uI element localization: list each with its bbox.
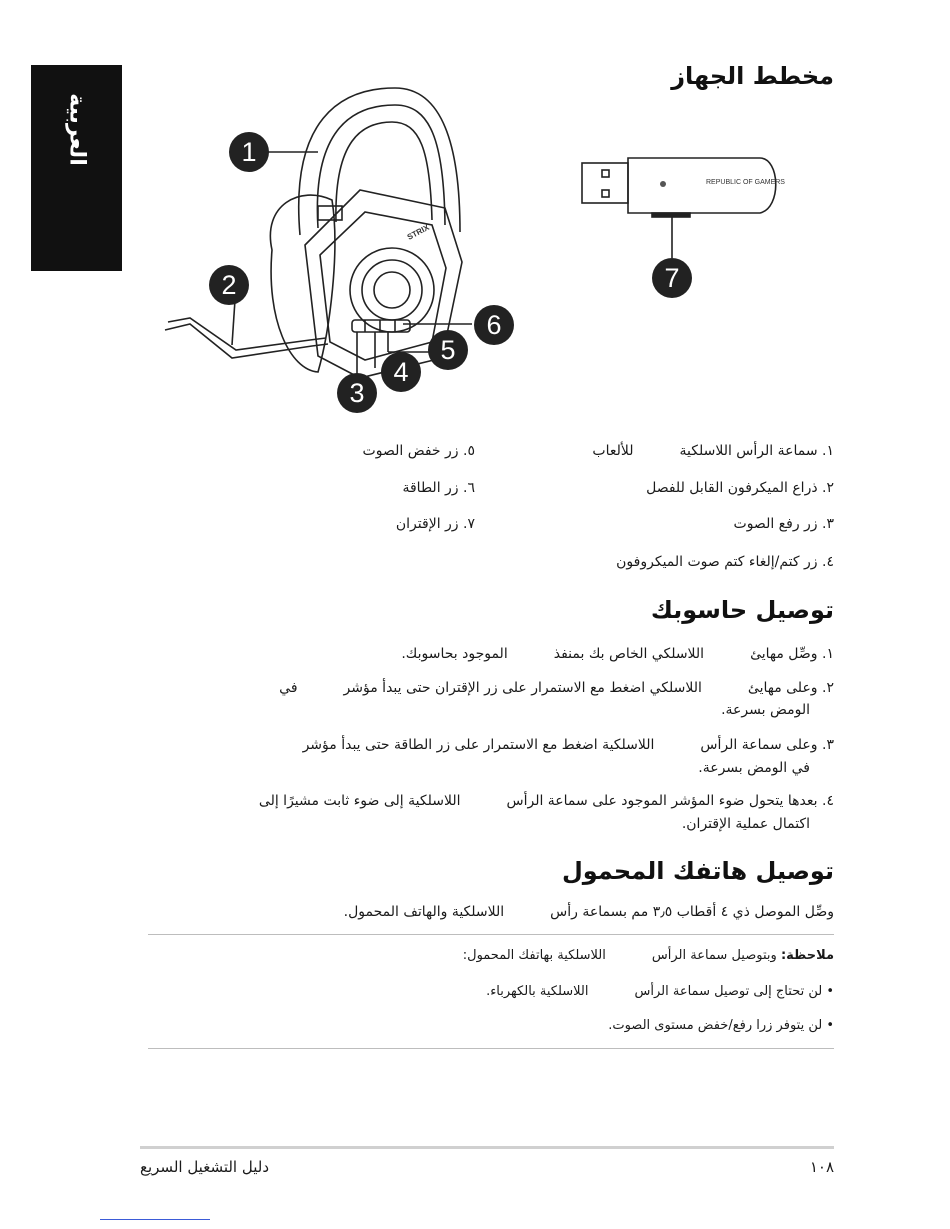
- pc-step-1: ١. وصِّل مهايئاللاسلكي الخاص بك بمنفذالموجود بحاسوبك.: [401, 646, 834, 662]
- note-top-rule: [148, 934, 834, 935]
- callout-2: 2: [209, 265, 249, 305]
- callout-6: 6: [474, 305, 514, 345]
- mic-arm: [168, 318, 326, 350]
- note-bottom-rule: [148, 1048, 834, 1049]
- note-bullet-1: • لن تحتاج إلى توصيل سماعة الرأساللاسلكية بالكهرباء.: [486, 984, 834, 999]
- legend-item-1: ١. سماعة الرأس اللاسلكيةللألعاب: [592, 443, 834, 459]
- legend-item-7: ٧. زر الإقتران: [395, 516, 475, 532]
- pc-step-3: ٣. وعلى سماعة الرأساللاسلكية اضغط مع الاستمرار على زر الطاقة حتى يبدأ مؤشر: [302, 737, 834, 753]
- pc-step-2-cont: الومض بسرعة.: [721, 702, 810, 718]
- legend-item-2: ٢. ذراع الميكرفون القابل للفصل: [646, 480, 834, 496]
- callout-4: 4: [381, 352, 421, 392]
- device-layout-title: مخطط الجهاز: [671, 62, 834, 90]
- dongle-label: REPUBLIC OF GAMERS: [706, 179, 785, 186]
- pc-step-3-cont: في الومض بسرعة.: [698, 760, 810, 776]
- ear-cushion: [270, 195, 335, 372]
- legend-item-4: ٤. زر كتم/إلغاء كتم صوت الميكروفون: [616, 554, 834, 570]
- language-tab-label: العربية: [64, 93, 89, 166]
- callout-1: 1: [229, 132, 269, 172]
- pc-step-4-cont: اكتمال عملية الإقتران.: [681, 816, 810, 832]
- bottom-link-underline: [100, 1219, 210, 1220]
- pc-step-4: ٤. بعدها يتحول ضوء المؤشر الموجود على سماعة الرأساللاسلكية إلى ضوء ثابت مشيرًا إلى: [258, 793, 834, 809]
- footer-title: دليل التشغيل السريع: [140, 1158, 269, 1176]
- note-bullet-2: • لن يتوفر زرا رفع/خفض مستوى الصوت.: [608, 1018, 834, 1033]
- footer-rule: [140, 1146, 834, 1149]
- callout-7: 7: [652, 258, 692, 298]
- note-line: ملاحظة: وبتوصيل سماعة الرأساللاسلكية بهاتفك المحمول:: [462, 948, 834, 963]
- callout-3: 3: [337, 373, 377, 413]
- callout-5: 5: [428, 330, 468, 370]
- page-number: ١٠٨: [809, 1158, 834, 1176]
- headset-brand-text: STRIX: [405, 222, 431, 242]
- pc-step-2: ٢. وعلى مهايئاللاسلكي اضغط مع الاستمرار على زر الإقتران حتى يبدأ مؤشرفي: [279, 680, 834, 696]
- note-label: ملاحظة:: [780, 948, 834, 963]
- device-diagram: [0, 0, 950, 430]
- mobile-instruction: وصِّل الموصل ذي ٤ أقطاب ٣٫٥ مم بسماعة رأساللاسلكية والهاتف المحمول.: [343, 904, 834, 920]
- legend-item-5: ٥. زر خفض الصوت: [362, 443, 475, 459]
- legend-item-6: ٦. زر الطاقة: [402, 480, 475, 496]
- connect-pc-title: توصيل حاسوبك: [650, 596, 834, 624]
- legend-item-3: ٣. زر رفع الصوت: [733, 516, 834, 532]
- connect-mobile-title: توصيل هاتفك المحمول: [561, 857, 834, 885]
